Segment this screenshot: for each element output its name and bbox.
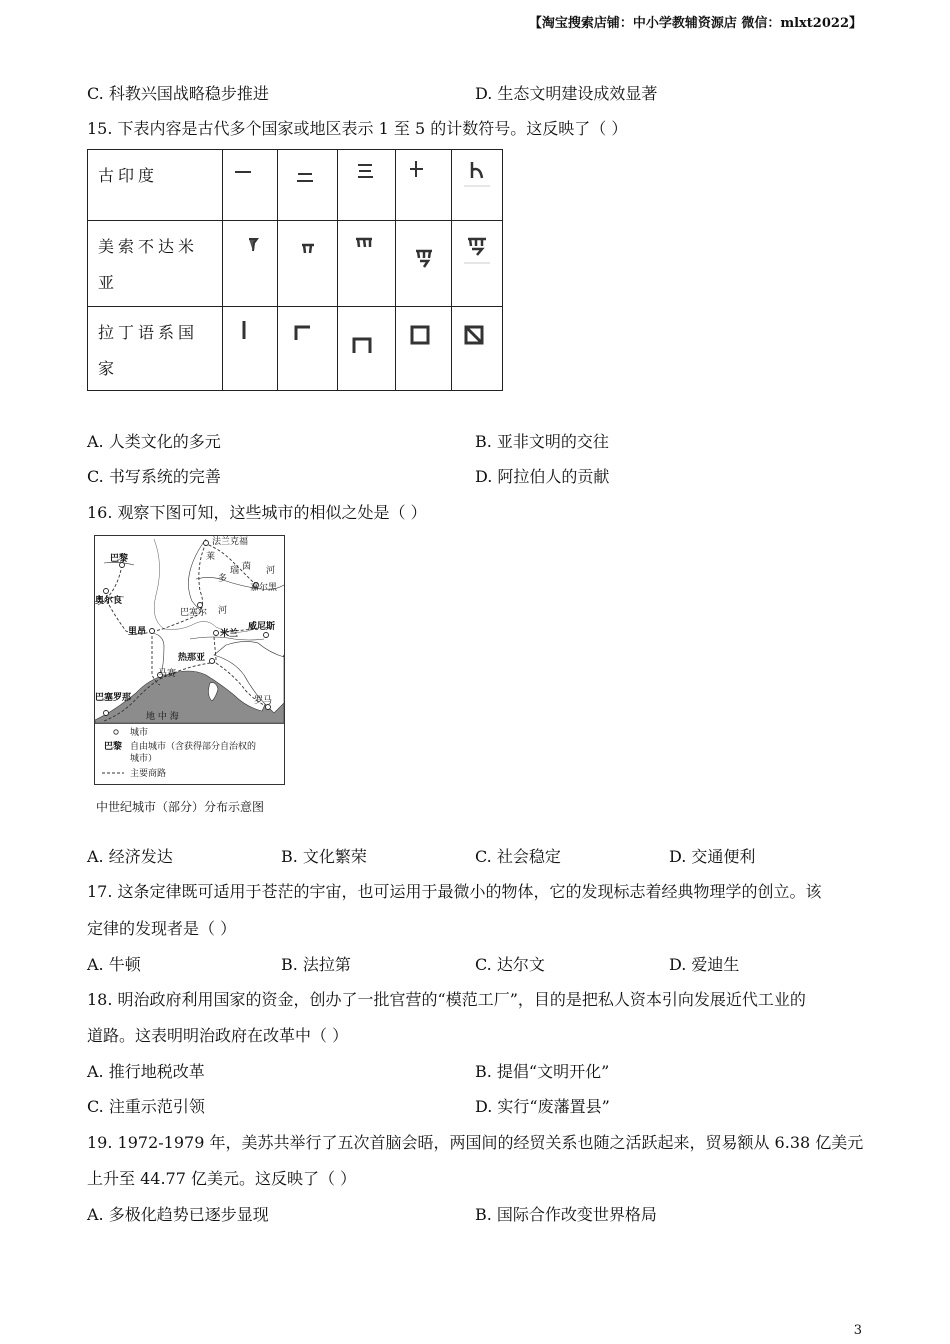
q15-option-d[interactable]: D. 阿拉伯人的贡献 bbox=[475, 467, 610, 486]
legend-free-city: 自由城市（含获得部分自治权的 bbox=[130, 742, 257, 752]
legend-route: 主要商路 bbox=[130, 769, 167, 779]
row-label-latin: 拉丁语系国家 bbox=[88, 307, 223, 391]
map-label-rome: 罗马 bbox=[254, 696, 273, 706]
q17-option-c[interactable]: C. 达尔文 bbox=[475, 955, 545, 974]
map-label-river-lai: 莱 bbox=[206, 552, 216, 562]
map-label-jiaerhei: 嘉尔黑 bbox=[250, 583, 278, 593]
q18-option-c[interactable]: C. 注重示范引领 bbox=[87, 1097, 205, 1116]
latin-symbol-4 bbox=[396, 307, 452, 391]
latin-symbol-3 bbox=[338, 307, 396, 391]
q15-option-b[interactable]: B. 亚非文明的交往 bbox=[475, 432, 609, 451]
map-caption: 中世纪城市（部分）分布示意图 bbox=[96, 800, 265, 814]
map-label-river-duo: 多 bbox=[218, 574, 228, 584]
q16-stem: 16. 观察下图可知，这些城市的相似之处是（ ） bbox=[87, 503, 427, 522]
q15-option-a[interactable]: A. 人类文化的多元 bbox=[87, 432, 221, 451]
q18-option-b[interactable]: B. 提倡“文明开化” bbox=[475, 1062, 610, 1081]
legend-free-city-2: 城市） bbox=[130, 754, 158, 764]
india-symbol-5 bbox=[452, 150, 503, 221]
map-label-paris: 巴黎 bbox=[110, 554, 129, 564]
q14-option-d[interactable]: D. 生态文明建设成效显著 bbox=[475, 84, 658, 103]
india-symbol-1 bbox=[223, 150, 278, 221]
india-symbol-3 bbox=[338, 150, 396, 221]
q19-stem-line1: 19. 1972-1979 年，美苏共举行了五次首脑会晤，两国间的经贸关系也随之活跃起来，贸易额从 6.38 亿美元 bbox=[87, 1133, 864, 1152]
q19-option-b[interactable]: B. 国际合作改变世界格局 bbox=[475, 1205, 657, 1224]
map-label-basel: 巴塞尔 bbox=[180, 608, 208, 618]
q15-stem: 15. 下表内容是古代多个国家或地区表示 1 至 5 的计数符号。这反映了（ ） bbox=[87, 119, 628, 138]
q17-option-a[interactable]: A. 牛顿 bbox=[87, 955, 141, 974]
map-label-marseille: 马赛 bbox=[158, 669, 177, 679]
q18-stem-line2: 道路。这表明明治政府在改革中（ ） bbox=[87, 1026, 349, 1045]
meso-symbol-2 bbox=[278, 221, 338, 307]
q17-stem-line1: 17. 这条定律既可适用于苍茫的宇宙，也可运用于最微小的物体，它的发现标志着经典物理学的创立。该 bbox=[87, 882, 822, 901]
q18-stem-line1: 18. 明治政府利用国家的资金，创办了一批官营的“模范工厂”，目的是把私人资本引向发展近代工业的 bbox=[87, 990, 806, 1009]
map-label-venice: 威尼斯 bbox=[248, 622, 276, 632]
india-symbol-4 bbox=[396, 150, 452, 221]
q17-option-b[interactable]: B. 法拉第 bbox=[281, 955, 351, 974]
q15-option-c[interactable]: C. 书写系统的完善 bbox=[87, 467, 221, 486]
meso-symbol-3 bbox=[338, 221, 396, 307]
q16-option-d[interactable]: D. 交通便利 bbox=[669, 847, 756, 866]
q18-option-a[interactable]: A. 推行地税改革 bbox=[87, 1062, 205, 1081]
row-label-mesopotamia: 美索不达米亚 bbox=[88, 221, 223, 307]
meso-symbol-5 bbox=[452, 221, 503, 307]
map-label-river-he-1: 河 bbox=[266, 566, 276, 576]
latin-symbol-1 bbox=[223, 307, 278, 391]
map-label-orleans: 奥尔良 bbox=[95, 596, 123, 606]
india-symbol-2 bbox=[278, 150, 338, 221]
q19-option-a[interactable]: A. 多极化趋势已逐步显现 bbox=[87, 1205, 269, 1224]
q16-option-a[interactable]: A. 经济发达 bbox=[87, 847, 173, 866]
map-label-lyon: 里昂 bbox=[128, 627, 147, 637]
map-label-frankfurt: 法兰克福 bbox=[212, 537, 249, 547]
map-label-river-yin: 茵 bbox=[242, 562, 252, 572]
page-number: 3 bbox=[853, 1323, 862, 1338]
q17-option-d[interactable]: D. 爱迪生 bbox=[669, 955, 740, 974]
map-label-sea: 地 中 海 bbox=[146, 712, 179, 722]
q16-option-b[interactable]: B. 文化繁荣 bbox=[281, 847, 367, 866]
map-label-genoa: 热那亚 bbox=[178, 653, 206, 663]
q16-option-c[interactable]: C. 社会稳定 bbox=[475, 847, 561, 866]
q19-stem-line2: 上升至 44.77 亿美元。这反映了（ ） bbox=[87, 1169, 357, 1188]
q17-stem-line2: 定律的发现者是（ ） bbox=[87, 919, 237, 938]
map-label-milan: 米兰 bbox=[220, 629, 239, 639]
map-label-barcelona: 巴塞罗那 bbox=[95, 693, 132, 703]
q18-option-d[interactable]: D. 实行“废藩置县” bbox=[475, 1097, 610, 1116]
counting-symbols-table bbox=[87, 149, 503, 391]
latin-symbol-5 bbox=[452, 307, 503, 391]
q14-option-c[interactable]: C. 科教兴国战略稳步推进 bbox=[87, 84, 269, 103]
latin-symbol-2 bbox=[278, 307, 338, 391]
map-label-river-he-2: 河 bbox=[218, 606, 228, 616]
legend-free-city-sample: 巴黎 bbox=[104, 742, 123, 752]
row-label-india: 古印度 bbox=[88, 150, 223, 221]
meso-symbol-1 bbox=[223, 221, 278, 307]
map-label-river-nao: 瑙 bbox=[230, 566, 240, 576]
meso-symbol-4 bbox=[396, 221, 452, 307]
page-header: 【淘宝搜索店铺：中小学教辅资源店 微信：mlxt2022】 bbox=[528, 16, 862, 31]
legend-city: 城市 bbox=[130, 728, 149, 738]
medieval-cities-map bbox=[94, 535, 285, 785]
